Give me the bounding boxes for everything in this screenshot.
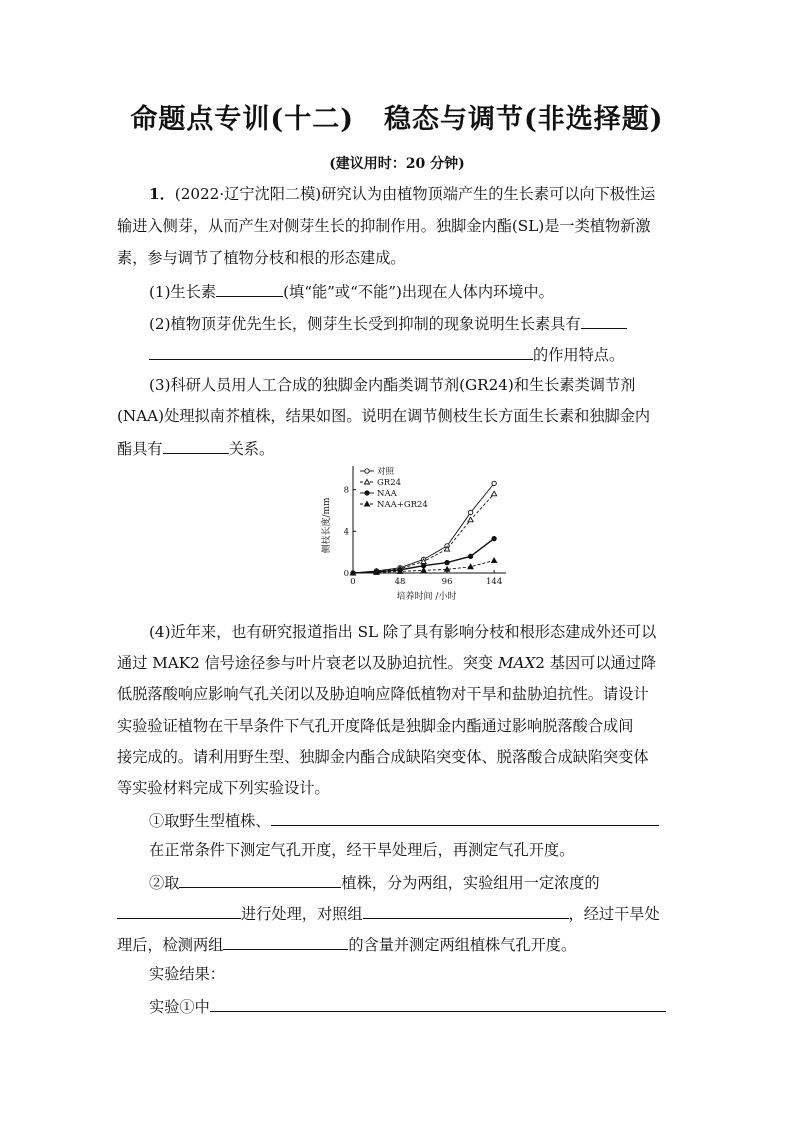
x-tick-label: 48 bbox=[394, 577, 406, 587]
x-axis-label: 培养时间 /小时 bbox=[396, 592, 457, 602]
text-span: 的含量并测定两组植株气孔开度。 bbox=[348, 936, 577, 954]
part4-line-4: 实验验证植物在干旱条件下气孔开度降低是独脚金内酯通过影响脱落酸合成间 bbox=[117, 717, 634, 735]
y-tick-label: 4 bbox=[343, 527, 349, 538]
data-point-1-7 bbox=[492, 481, 496, 485]
part4-line-1: (4)近年来，也有研究报道指出 SL 除了具有影响分枝和根形态建成外还可以 bbox=[149, 623, 657, 641]
legend-label-2: GR24 bbox=[377, 478, 402, 488]
step2-line-1 bbox=[149, 871, 600, 891]
question-source: (2022·辽宁沈阳二模) bbox=[174, 185, 322, 203]
text-span: (2)植物顶芽优先生长，侧芽生长受到抑制的现象说明生长素具有 bbox=[149, 315, 581, 333]
step2-line-2 bbox=[117, 902, 660, 922]
results-label: 实验结果： bbox=[149, 965, 225, 983]
text-span: 酯具有 bbox=[117, 440, 163, 458]
q1-line-2: 输进入侧芽，从而产生对侧芽生长的抑制作用。独脚金内酯(SL)是一类植物新激 bbox=[117, 217, 651, 235]
step2-line-3 bbox=[117, 933, 576, 953]
text-span: ，经过干旱处 bbox=[568, 905, 660, 923]
answer-blank[interactable] bbox=[179, 871, 341, 888]
part4-line-6: 等实验材料完成下列实验设计。 bbox=[117, 779, 330, 797]
title-part-a: 命题点专训(十二) bbox=[130, 104, 354, 135]
text-span: 通过 MAK2 信号途径参与叶片衰老以及胁迫抗性。突变 bbox=[117, 654, 498, 672]
step1-line-2: 在正常条件下测定气孔开度，经干旱处理后，再测定气孔开度。 bbox=[149, 841, 575, 859]
question-number: 1． bbox=[149, 185, 175, 203]
page-subtitle: (建议用时：20 分钟) bbox=[329, 156, 465, 172]
data-point-2-7 bbox=[492, 491, 497, 496]
text-span: 研究认为由植物顶端产生的生长素可以向下极性运 bbox=[321, 185, 656, 203]
y-tick-label: 8 bbox=[343, 485, 349, 496]
data-point-4-7 bbox=[492, 558, 497, 563]
italic-gene-name: MAX bbox=[497, 654, 536, 672]
text-span: 进行处理，对照组 bbox=[241, 905, 363, 923]
legend-marker-1 bbox=[365, 469, 369, 473]
data-point-2-6 bbox=[468, 517, 473, 522]
text-span: 实验①中 bbox=[149, 998, 210, 1016]
legend-label-4: NAA+GR24 bbox=[377, 500, 428, 510]
data-point-3-6 bbox=[468, 554, 472, 558]
part2-line-1 bbox=[149, 312, 627, 332]
text-span: ①取野生型植株、 bbox=[149, 812, 271, 830]
text-span: 的作用特点。 bbox=[533, 346, 625, 364]
text-span: 关系。 bbox=[228, 440, 275, 458]
data-point-4-6 bbox=[468, 564, 473, 569]
answer-blank[interactable] bbox=[210, 995, 666, 1012]
y-tick-label: 0 bbox=[343, 569, 349, 579]
answer-blank[interactable] bbox=[149, 343, 533, 360]
q1-line-3: 素，参与调节了植物分枝和根的形态建成。 bbox=[117, 249, 406, 267]
part2-line-2 bbox=[149, 343, 624, 363]
part4-line-3: 低脱落酸响应影响气孔关闭以及胁迫响应降低植物对干旱和盐胁迫抗性。请设计 bbox=[117, 685, 649, 703]
part3-line-3 bbox=[117, 437, 274, 457]
text-span: 植株，分为两组，实验组用一定浓度的 bbox=[341, 874, 600, 892]
text-span: 理后，检测两组 bbox=[117, 936, 224, 954]
part1-line bbox=[149, 280, 554, 300]
part4-line-5: 接完成的。请利用野生型、独脚金内酯合成缺陷突变体、脱落酸合成缺陷突变体 bbox=[117, 748, 649, 766]
title-part-b: 稳态与调节(非选择题) bbox=[384, 104, 664, 135]
result1-line bbox=[149, 995, 666, 1015]
x-tick-label: 144 bbox=[486, 577, 503, 587]
answer-blank[interactable] bbox=[117, 902, 241, 919]
step1-line-1 bbox=[149, 809, 659, 829]
q1-line-1 bbox=[149, 184, 655, 204]
legend-marker-3 bbox=[365, 491, 369, 495]
answer-blank[interactable] bbox=[363, 902, 569, 919]
answer-blank[interactable] bbox=[223, 933, 348, 950]
data-point-3-5 bbox=[445, 560, 449, 564]
answer-blank[interactable] bbox=[163, 437, 229, 454]
text-span: (1)生长素 bbox=[149, 283, 217, 301]
part4-line-2 bbox=[117, 653, 656, 673]
answer-blank[interactable] bbox=[271, 809, 659, 826]
legend-label-3: NAA bbox=[377, 489, 397, 499]
part3-line-1: (3)科研人员用人工合成的独脚金内酯类调节剂(GR24)和生长素类调节剂 bbox=[149, 376, 636, 394]
y-axis-label: 侧枝长度/mm bbox=[322, 497, 332, 554]
answer-blank[interactable] bbox=[581, 312, 627, 329]
x-tick-label: 0 bbox=[350, 577, 356, 587]
page-title bbox=[0, 97, 794, 136]
text-span: (填“能”或“不能”)出现在人体内环境中。 bbox=[283, 283, 554, 301]
part3-line-2: (NAA)处理拟南芥植株，结果如图。说明在调节侧枝生长方面生长素和独脚金内 bbox=[117, 407, 651, 425]
text-span: ②取 bbox=[149, 874, 180, 892]
x-tick-label: 96 bbox=[441, 577, 453, 587]
data-point-1-6 bbox=[468, 510, 472, 514]
answer-blank[interactable] bbox=[216, 280, 283, 297]
text-span: 2 基因可以通过降 bbox=[535, 654, 657, 672]
line-chart bbox=[318, 462, 518, 612]
legend-label-1: 对照 bbox=[377, 467, 395, 477]
data-point-3-7 bbox=[492, 536, 496, 540]
